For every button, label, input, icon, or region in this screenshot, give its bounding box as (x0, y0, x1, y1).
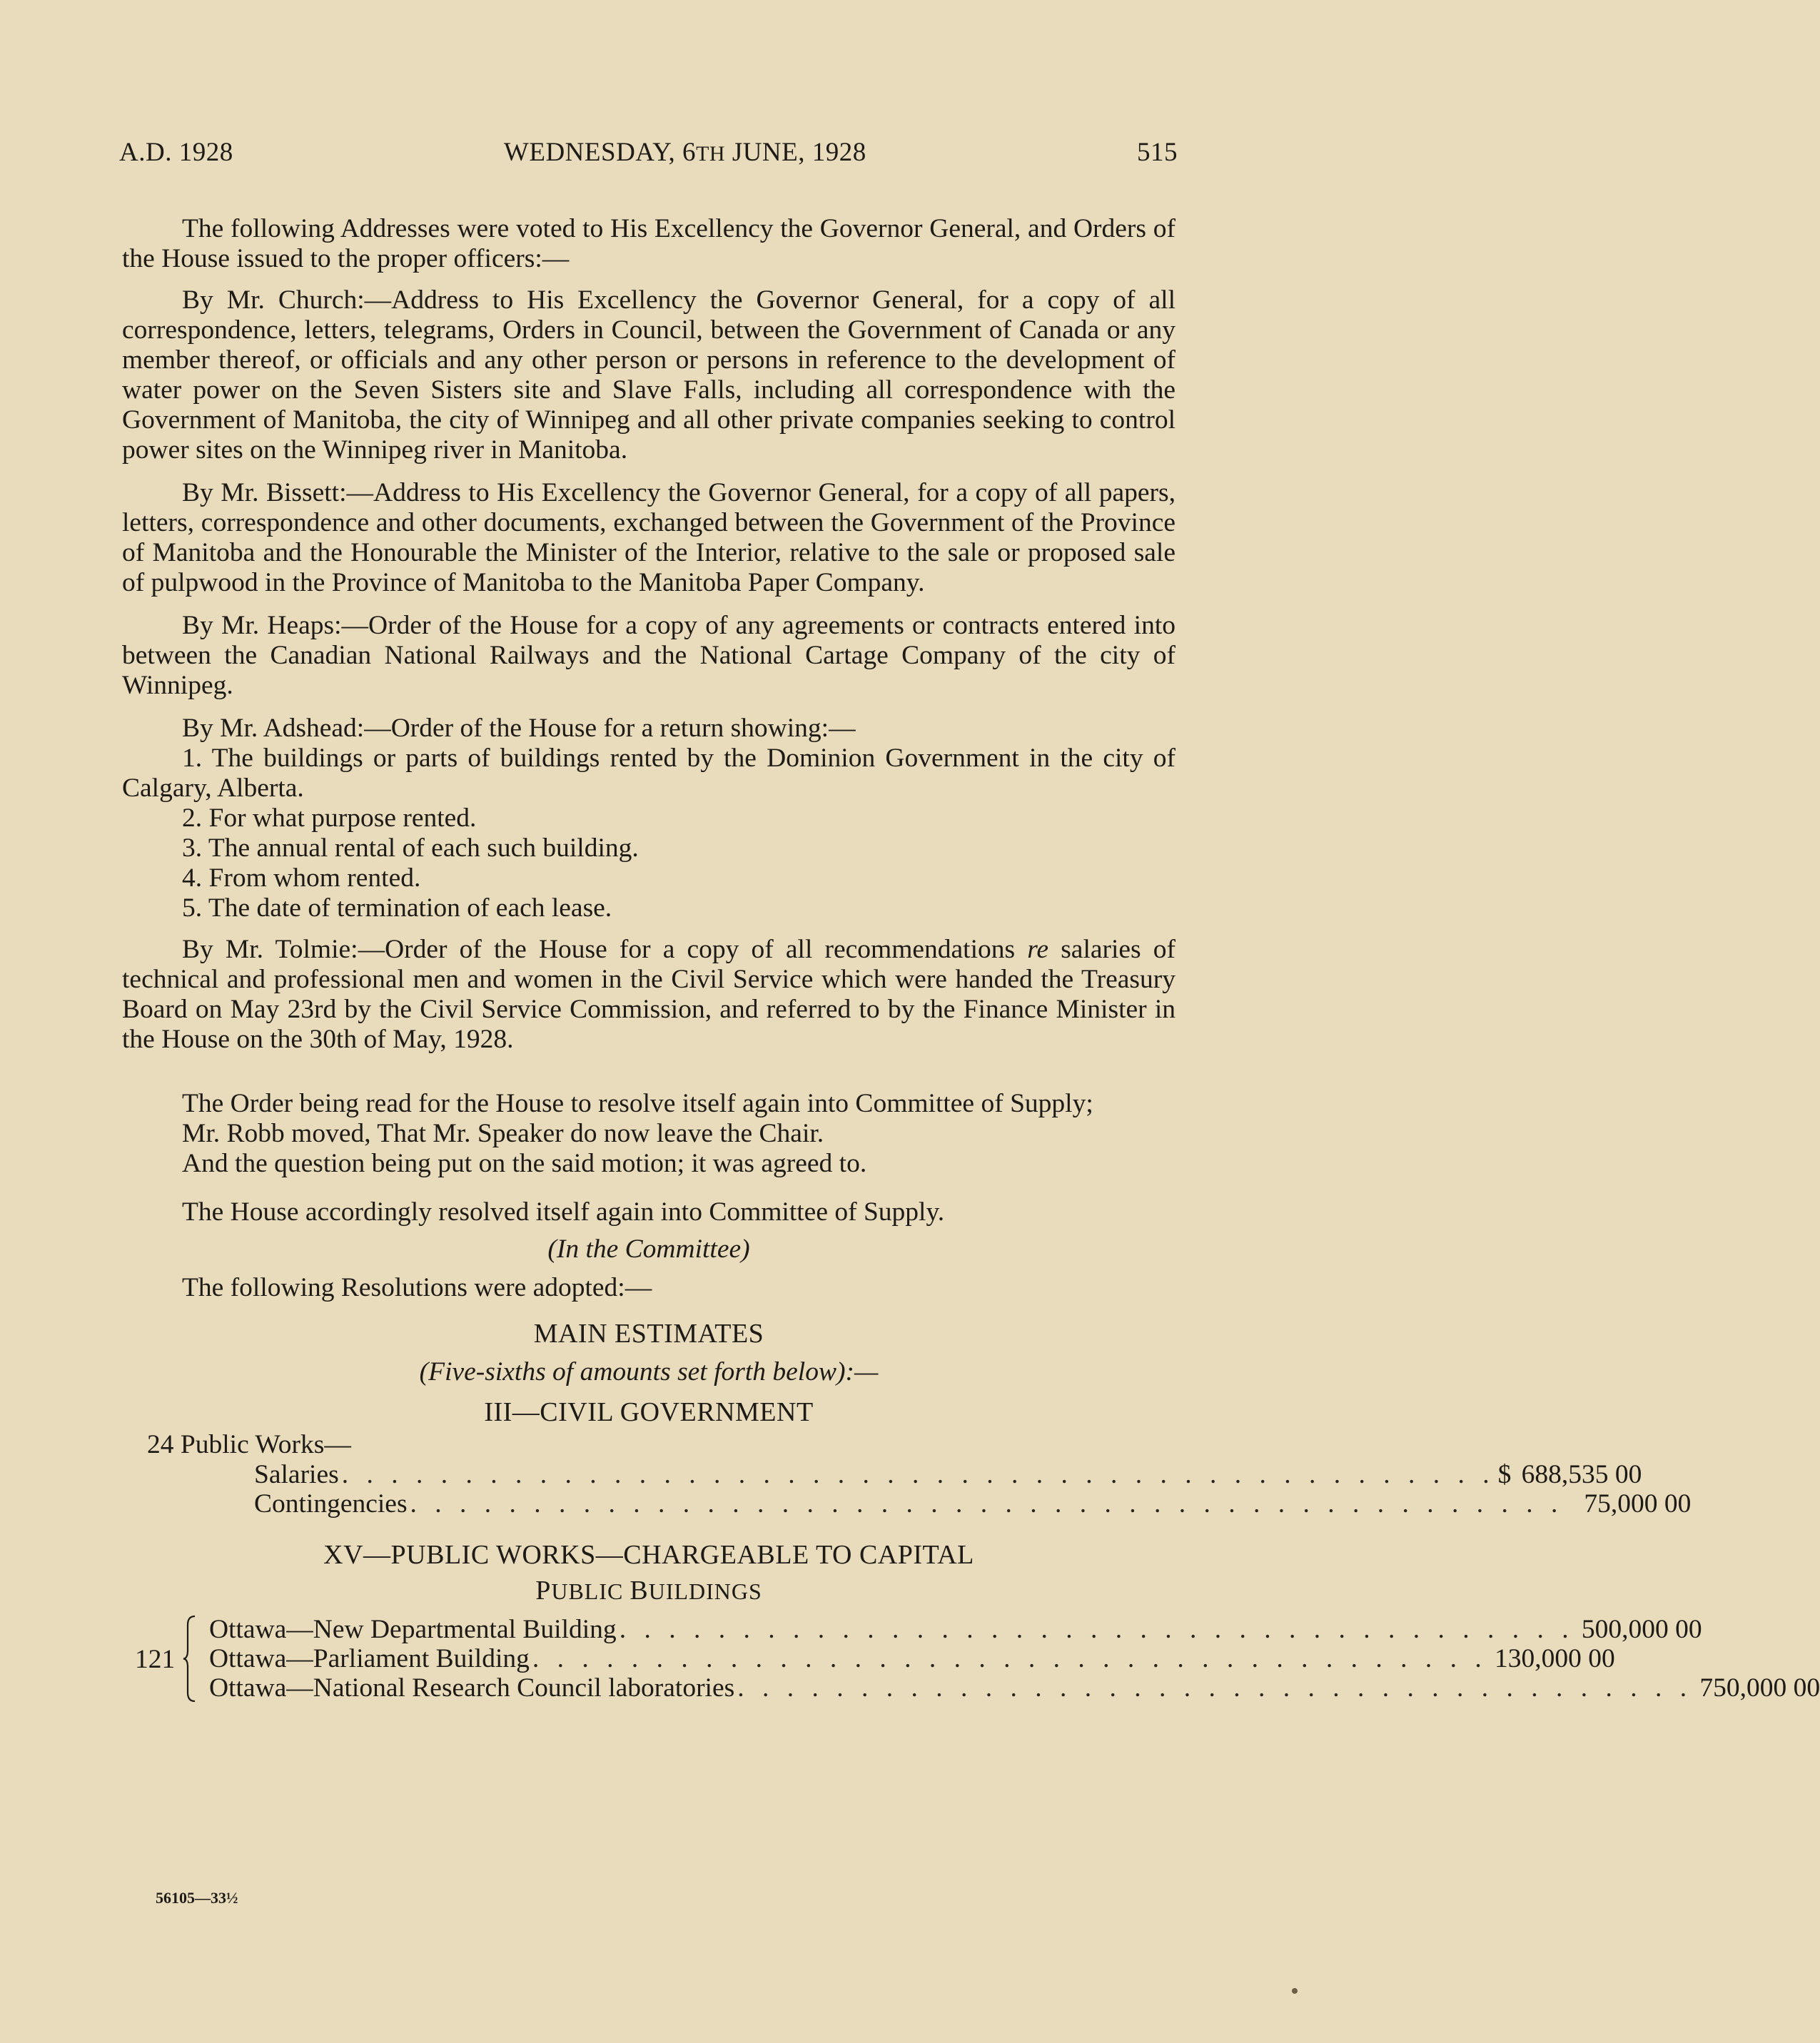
list-item: 3. The annual rental of each such building. (182, 833, 639, 863)
list-item: 4. From whom rented. (182, 863, 421, 893)
curly-brace (183, 1615, 196, 1703)
main-estimates-heading: MAIN ESTIMATES (533, 1319, 764, 1349)
paper-speck (1292, 1988, 1298, 1994)
civil-government-heading: III—CIVIL GOVERNMENT (484, 1397, 814, 1427)
leader-dots: . . . . . . . . . . . . . . . . . . . . . . . . . . . . . . . . . . . . . . . . . . . . . . . (341, 1460, 1495, 1489)
paragraph-house-resolved: The House accordingly resolved itself again into Committee of Supply. (182, 1197, 945, 1227)
dollar-sign: $ (1497, 1460, 1512, 1489)
committee-note: (In the Committee) (547, 1235, 750, 1264)
salaries-label: Salaries (254, 1460, 339, 1489)
estimate-label: Ottawa—National Research Council laboratories (209, 1673, 735, 1703)
estimate-row (209, 1615, 1702, 1644)
list-item: 2. For what purpose rented. (182, 803, 477, 833)
leader-dots: . . . . . . . . . . . . . . . . . . . . . . . . . . . . . . . . . . . . . . . (737, 1673, 1693, 1703)
paragraph-bissett: By Mr. Bissett:—Address to His Excellency the Governor General, for a copy of all papers, letters, correspondence and other documents, exchanged between the Government of the Province of Manitoba and the Honourable the Minister of the Interior, relative to the sale or proposed sale of pulpwood in the Province of Manitoba to the Manitoba Paper Company. (122, 478, 1176, 597)
paragraph-order-read: The Order being read for the House to resolve itself again into Committee of Supply; (182, 1089, 1093, 1118)
page-body (122, 214, 1820, 1703)
page-number: 515 (1136, 138, 1178, 167)
estimate-amount: 130,000 00 (1495, 1644, 1615, 1673)
printer-footnote: 56105—33½ (156, 1889, 238, 1907)
estimate-row (209, 1673, 1820, 1703)
estimate-label: Ottawa—New Departmental Building (209, 1615, 617, 1644)
salaries-amount: 688,535 00 (1521, 1460, 1642, 1489)
running-header (119, 137, 1178, 168)
paragraph-adshead: By Mr. Adshead:—Order of the House for a return showing:— (182, 714, 856, 743)
salaries-row (122, 1460, 1642, 1489)
contingencies-amount: 75,000 00 (1584, 1489, 1692, 1519)
adshead-return-list (122, 744, 1176, 923)
contingencies-row (122, 1489, 1692, 1519)
estimate-amount: 500,000 00 (1581, 1615, 1702, 1644)
paragraph-church: By Mr. Church:—Address to His Excellency the Governor General, for a copy of all correspondence, letters, telegrams, Orders in Council, between the Government of Canada or any member thereof, or officials and any other person or persons in reference to the development of water power on the Seven Sisters site and Slave Falls, including all correspondence with the Government of Manitoba, the city of Winnipeg and all other private companies seeking to control power sites on the Winnipeg river in Manitoba. (122, 285, 1176, 465)
list-item: 1. The buildings or parts of buildings rented by the Dominion Government in the city of Calgary, Alberta. (122, 744, 1176, 803)
public-works-capital-heading: XV—PUBLIC WORKS—CHARGEABLE TO CAPITAL (323, 1540, 974, 1570)
leader-dots: . . . . . . . . . . . . . . . . . . . . . . . . . . . . . . . . . . . . . . . (619, 1615, 1574, 1644)
vote-24-label: 24 Public Works— (147, 1430, 351, 1459)
main-estimates-subtitle: (Five-sixths of amounts set forth below):— (419, 1357, 879, 1386)
header-date: WEDNESDAY, 6TH JUNE, 1928 (503, 138, 866, 167)
public-buildings-heading: PUBLIC BUILDINGS (535, 1576, 762, 1606)
paragraph-question-put: And the question being put on the said motion; it was agreed to. (182, 1149, 867, 1178)
vote-121-number: 121 (135, 1645, 176, 1674)
paragraph-robb-moved: Mr. Robb moved, That Mr. Speaker do now leave the Chair. (182, 1119, 824, 1148)
estimate-label: Ottawa—Parliament Building (209, 1644, 530, 1673)
estimate-row (209, 1644, 1615, 1673)
leader-dots: . . . . . . . . . . . . . . . . . . . . . . . . . . . . . . . . . . . . . . . (532, 1644, 1487, 1673)
contingencies-label: Contingencies (254, 1489, 408, 1519)
header-year: A.D. 1928 (119, 138, 233, 167)
vote-121-block (122, 1615, 1820, 1703)
leader-dots: . . . . . . . . . . . . . . . . . . . . . . . . . . . . . . . . . . . . . . . . . . . . . . . (410, 1489, 1564, 1519)
estimate-amount: 750,000 00 (1699, 1673, 1820, 1703)
paragraph-resolutions-adopted: The following Resolutions were adopted:— (182, 1273, 652, 1302)
paragraph-addresses-intro: The following Addresses were voted to His Excellency the Governor General, and Orders of the House issued to the proper officers:— (122, 214, 1176, 273)
paragraph-tolmie: By Mr. Tolmie:—Order of the House for a copy of all recommendations re salaries of technical and professional men and women in the Civil Service which were handed the Treasury Board on May 23rd by the Civil Service Commission, and referred to by the Finance Minister in the House on the 30th of May, 1928. (122, 935, 1176, 1054)
list-item: 5. The date of termination of each lease. (182, 893, 612, 923)
paragraph-heaps: By Mr. Heaps:—Order of the House for a copy of any agreements or contracts entered into between the Canadian National Railways and the National Cartage Company of the city of Winnipeg. (122, 611, 1176, 700)
